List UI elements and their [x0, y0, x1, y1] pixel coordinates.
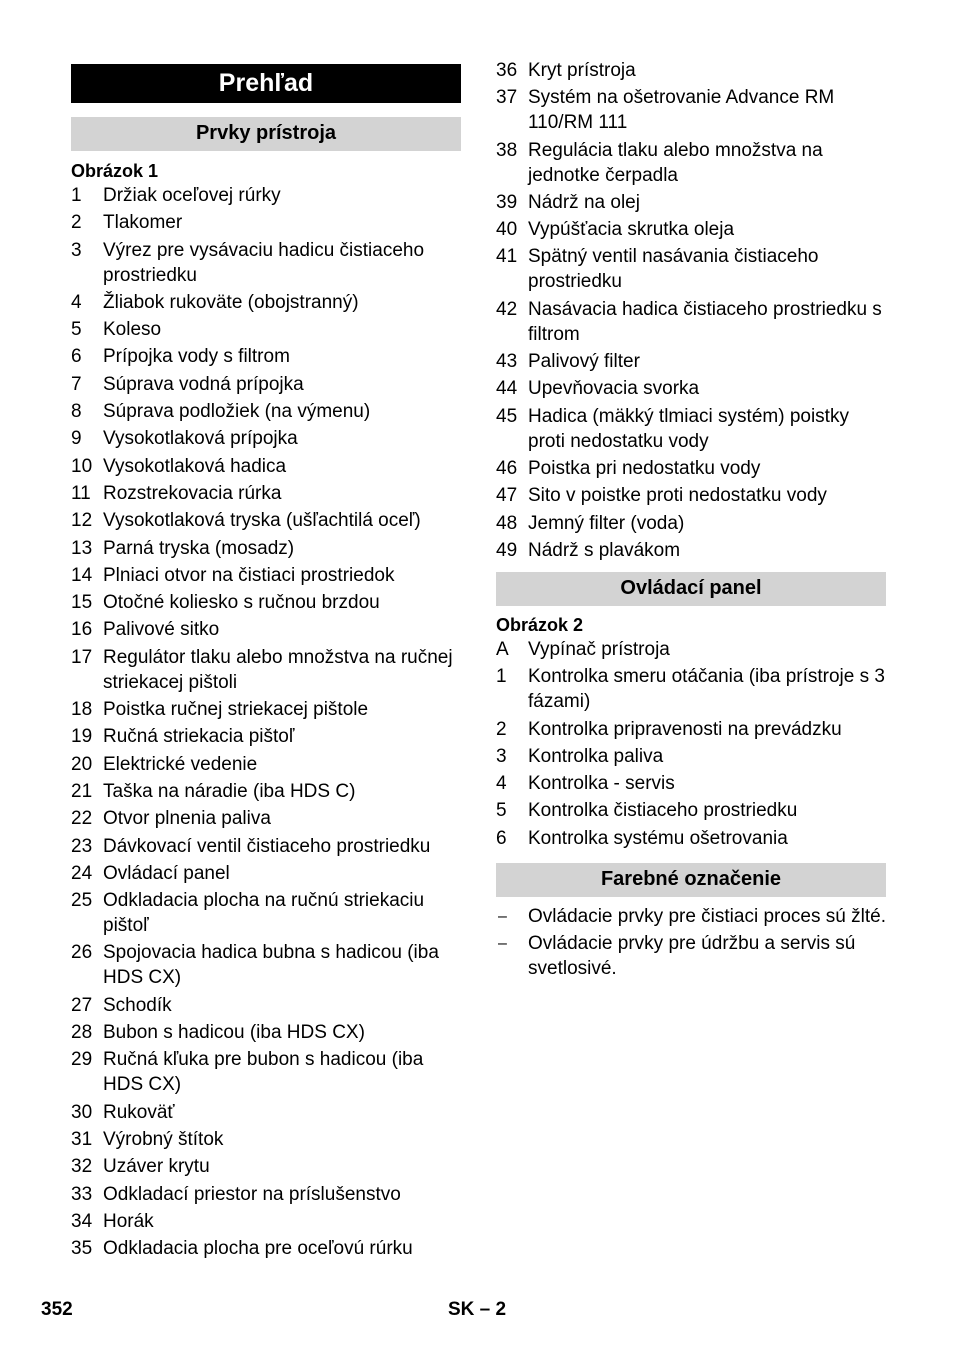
list-item [71, 645, 461, 695]
item-number: 12 [71, 510, 93, 532]
figure-label-1: Obrázok 1 [71, 161, 159, 181]
item-text: Koleso [103, 319, 162, 341]
list-item [496, 376, 886, 401]
list-item [71, 1047, 461, 1097]
item-text: Parná tryska (mosadz) [103, 537, 295, 559]
item-text: Schodík [103, 994, 172, 1016]
item-number: 3 [71, 239, 82, 261]
list-item [71, 183, 461, 208]
language-section-marker: SK – 2 [448, 1299, 507, 1320]
list-item [496, 349, 886, 374]
list-item [496, 931, 886, 981]
list-item [71, 238, 461, 288]
item-text: Plniaci otvor na čistiaci prostriedok [103, 564, 395, 586]
list-item [496, 744, 886, 769]
item-text: Vysokotlaková prípojka [103, 428, 298, 450]
list-item [71, 344, 461, 369]
item-number: 20 [71, 753, 93, 775]
item-number: 30 [71, 1101, 93, 1123]
list-item [496, 85, 886, 135]
item-number: 16 [71, 619, 93, 641]
item-text: Súprava podložiek (na výmenu) [103, 401, 371, 423]
item-number: 7 [71, 373, 82, 395]
item-number: 24 [71, 862, 93, 884]
item-text: Rozstrekovacia rúrka [103, 482, 282, 504]
list-item [71, 1100, 461, 1125]
list-item [496, 798, 886, 823]
item-text: Kontrolka pripravenosti na prevádzku [528, 718, 842, 740]
list-item [71, 454, 461, 479]
item-number: 33 [71, 1183, 93, 1205]
list-item [71, 993, 461, 1018]
item-number: 37 [496, 87, 518, 109]
item-number: 48 [496, 512, 518, 534]
item-number: 14 [71, 564, 93, 586]
item-number: 9 [71, 428, 82, 450]
item-text: Odkladacia plocha pre oceľovú rúrku [103, 1238, 413, 1260]
item-number: 34 [71, 1210, 93, 1232]
item-number: 29 [71, 1049, 93, 1071]
item-number: 6 [496, 827, 507, 849]
item-text: Ovládací panel [103, 862, 230, 884]
page-number: 352 [41, 1299, 73, 1320]
list-item [71, 317, 461, 342]
item-number: 44 [496, 378, 518, 400]
list-item [71, 481, 461, 506]
item-text: Držiak oceľovej rúrky [103, 185, 281, 206]
list-item [71, 210, 461, 235]
item-text: Kontrolka smeru otáčania (iba prístroje s 3 fázami) [528, 666, 885, 713]
item-text: Palivové sitko [103, 619, 220, 641]
item-text: Sito v poistke proti nedostatku vody [528, 485, 827, 507]
item-number: 27 [71, 994, 93, 1016]
list-item [71, 563, 461, 588]
list-item [71, 834, 461, 859]
item-text: Systém na ošetrovanie Advance RM 110/RM 111 [528, 87, 835, 134]
item-text: Spätný ventil nasávania čistiaceho prostriedku [528, 246, 819, 293]
item-number: 15 [71, 592, 93, 614]
item-text: Dávkovací ventil čistiaceho prostriedku [103, 835, 431, 857]
item-text: Odkladacia plocha na ručnú striekaciu pištoľ [103, 890, 425, 937]
list-item [496, 244, 886, 294]
item-text: Taška na náradie (iba HDS C) [103, 780, 356, 802]
list-item [71, 697, 461, 722]
item-number: 41 [496, 246, 518, 268]
item-number: 28 [71, 1022, 93, 1044]
item-text: Výrez pre vysávaciu hadicu čistiaceho prostriedku [103, 239, 425, 286]
item-text: Súprava vodná prípojka [103, 373, 304, 395]
list-item [496, 538, 886, 563]
item-number: 43 [496, 351, 518, 373]
item-text: Hadica (mäkký tlmiaci systém) poistky proti nedostatku vody [528, 405, 849, 452]
item-text: Horák [103, 1210, 154, 1232]
list-item [496, 637, 886, 662]
list-item [71, 752, 461, 777]
item-number: 19 [71, 726, 93, 748]
list-item [71, 399, 461, 424]
figure-label-2: Obrázok 2 [496, 615, 584, 635]
item-text: Vysokotlaková tryska (ušľachtilá oceľ) [103, 510, 421, 532]
item-number: 40 [496, 219, 518, 241]
item-text: Uzáver krytu [103, 1156, 210, 1178]
item-number: 36 [496, 60, 518, 81]
item-text: Otvor plnenia paliva [103, 808, 271, 830]
list-item [71, 940, 461, 990]
item-number: 39 [496, 191, 518, 213]
list-item [496, 456, 886, 481]
item-number: 8 [71, 401, 82, 423]
list-item [71, 1209, 461, 1234]
list-item [496, 771, 886, 796]
item-text: Regulátor tlaku alebo množstva na ručnej striekacej pištoli [103, 646, 453, 693]
list-item [71, 861, 461, 886]
item-number: 17 [71, 646, 93, 668]
item-text: Kontrolka - servis [528, 773, 675, 795]
item-number: 2 [71, 212, 82, 234]
list-item [496, 190, 886, 215]
item-text: Kontrolka paliva [528, 745, 664, 767]
item-text: Nádrž s plavákom [528, 539, 681, 561]
item-text: Regulácia tlaku alebo množstva na jednotke čerpadla [528, 139, 823, 186]
list-item [496, 511, 886, 536]
list-item [496, 138, 886, 188]
item-number: 1 [71, 185, 82, 206]
list-item [71, 536, 461, 561]
item-number: 1 [496, 666, 507, 688]
item-number: 31 [71, 1128, 93, 1150]
item-number: 21 [71, 780, 93, 802]
item-text: Vypínač prístroja [528, 639, 670, 660]
item-text: Vypúšťacia skrutka oleja [528, 219, 735, 241]
list-item [496, 404, 886, 454]
item-number: 6 [71, 346, 82, 368]
item-number: 38 [496, 139, 518, 161]
list-item [496, 58, 886, 83]
item-text: Palivový filter [528, 351, 640, 373]
item-text: Nádrž na olej [528, 191, 640, 213]
item-number: 49 [496, 539, 518, 561]
item-text: Odkladací priestor na príslušenstvo [103, 1183, 401, 1205]
list-item [71, 1236, 461, 1261]
list-item [71, 426, 461, 451]
page-title: Prehľad [71, 64, 461, 103]
list-item [71, 508, 461, 533]
item-text: Kryt prístroja [528, 60, 636, 81]
item-number: – [498, 935, 507, 952]
item-text: Ručná striekacia pištoľ [103, 726, 295, 748]
list-item [71, 590, 461, 615]
item-number: 22 [71, 808, 93, 830]
item-text: Ovládacie prvky pre čistiaci proces sú žlté. [528, 906, 886, 927]
section-heading-control-panel: Ovládací panel [496, 572, 886, 606]
list-item [496, 217, 886, 242]
item-number: 46 [496, 457, 518, 479]
item-text: Vysokotlaková hadica [103, 455, 287, 477]
item-text: Poistka ručnej striekacej pištole [103, 699, 369, 721]
item-number: 10 [71, 455, 93, 477]
item-text: Bubon s hadicou (iba HDS CX) [103, 1022, 365, 1044]
item-text: Prípojka vody s filtrom [103, 346, 290, 368]
item-number: 5 [496, 800, 507, 822]
item-text: Nasávacia hadica čistiaceho prostriedku s filtrom [528, 298, 882, 345]
item-text: Kontrolka čistiaceho prostriedku [528, 800, 798, 822]
list-item [71, 1154, 461, 1179]
item-number: 26 [71, 942, 93, 964]
item-number: A [496, 639, 509, 660]
item-number: 5 [71, 319, 82, 341]
item-text: Upevňovacia svorka [528, 378, 700, 400]
color-coding-list [496, 904, 886, 983]
item-number: 3 [496, 745, 507, 767]
list-item [71, 1127, 461, 1152]
device-parts-list-right [496, 58, 886, 565]
list-item [71, 888, 461, 938]
control-panel-list [496, 637, 886, 853]
list-item [71, 290, 461, 315]
item-text: Jemný filter (voda) [528, 512, 685, 534]
item-number: 42 [496, 298, 518, 320]
item-number: 4 [496, 773, 507, 795]
section-heading-device-parts: Prvky prístroja [71, 117, 461, 151]
item-number: 25 [71, 890, 93, 912]
section-heading-color-coding: Farebné označenie [496, 863, 886, 897]
item-text: Poistka pri nedostatku vody [528, 457, 761, 479]
list-item [496, 717, 886, 742]
item-text: Rukoväť [103, 1101, 175, 1123]
item-number: 45 [496, 405, 518, 427]
item-number: 11 [71, 482, 91, 504]
item-number: 47 [496, 485, 518, 507]
device-parts-list-left [71, 183, 461, 1263]
item-number: 35 [71, 1238, 93, 1260]
item-number: 18 [71, 699, 93, 721]
item-text: Ručná kľuka pre bubon s hadicou (iba HDS CX) [103, 1049, 424, 1096]
list-item [71, 372, 461, 397]
list-item [71, 779, 461, 804]
item-number: 32 [71, 1156, 93, 1178]
list-item [496, 664, 886, 714]
list-item [496, 826, 886, 851]
item-number: 2 [496, 718, 507, 740]
item-number: 23 [71, 835, 93, 857]
list-item [71, 617, 461, 642]
list-item [71, 1020, 461, 1045]
list-item [496, 297, 886, 347]
item-text: Ovládacie prvky pre údržbu a servis sú svetlosivé. [528, 933, 856, 979]
item-text: Elektrické vedenie [103, 753, 258, 775]
item-text: Kontrolka systému ošetrovania [528, 827, 788, 849]
item-text: Otočné koliesko s ručnou brzdou [103, 592, 380, 614]
item-number: 4 [71, 291, 82, 313]
list-item [71, 724, 461, 749]
list-item [496, 904, 886, 929]
item-text: Spojovacia hadica bubna s hadicou (iba HDS CX) [103, 942, 439, 989]
list-item [71, 1182, 461, 1207]
list-item [71, 806, 461, 831]
item-number: 13 [71, 537, 93, 559]
item-text: Tlakomer [103, 212, 183, 234]
item-text: Žliabok rukoväte (obojstranný) [103, 291, 359, 313]
item-number: – [498, 908, 507, 925]
list-item [496, 483, 886, 508]
item-text: Výrobný štítok [103, 1128, 224, 1150]
